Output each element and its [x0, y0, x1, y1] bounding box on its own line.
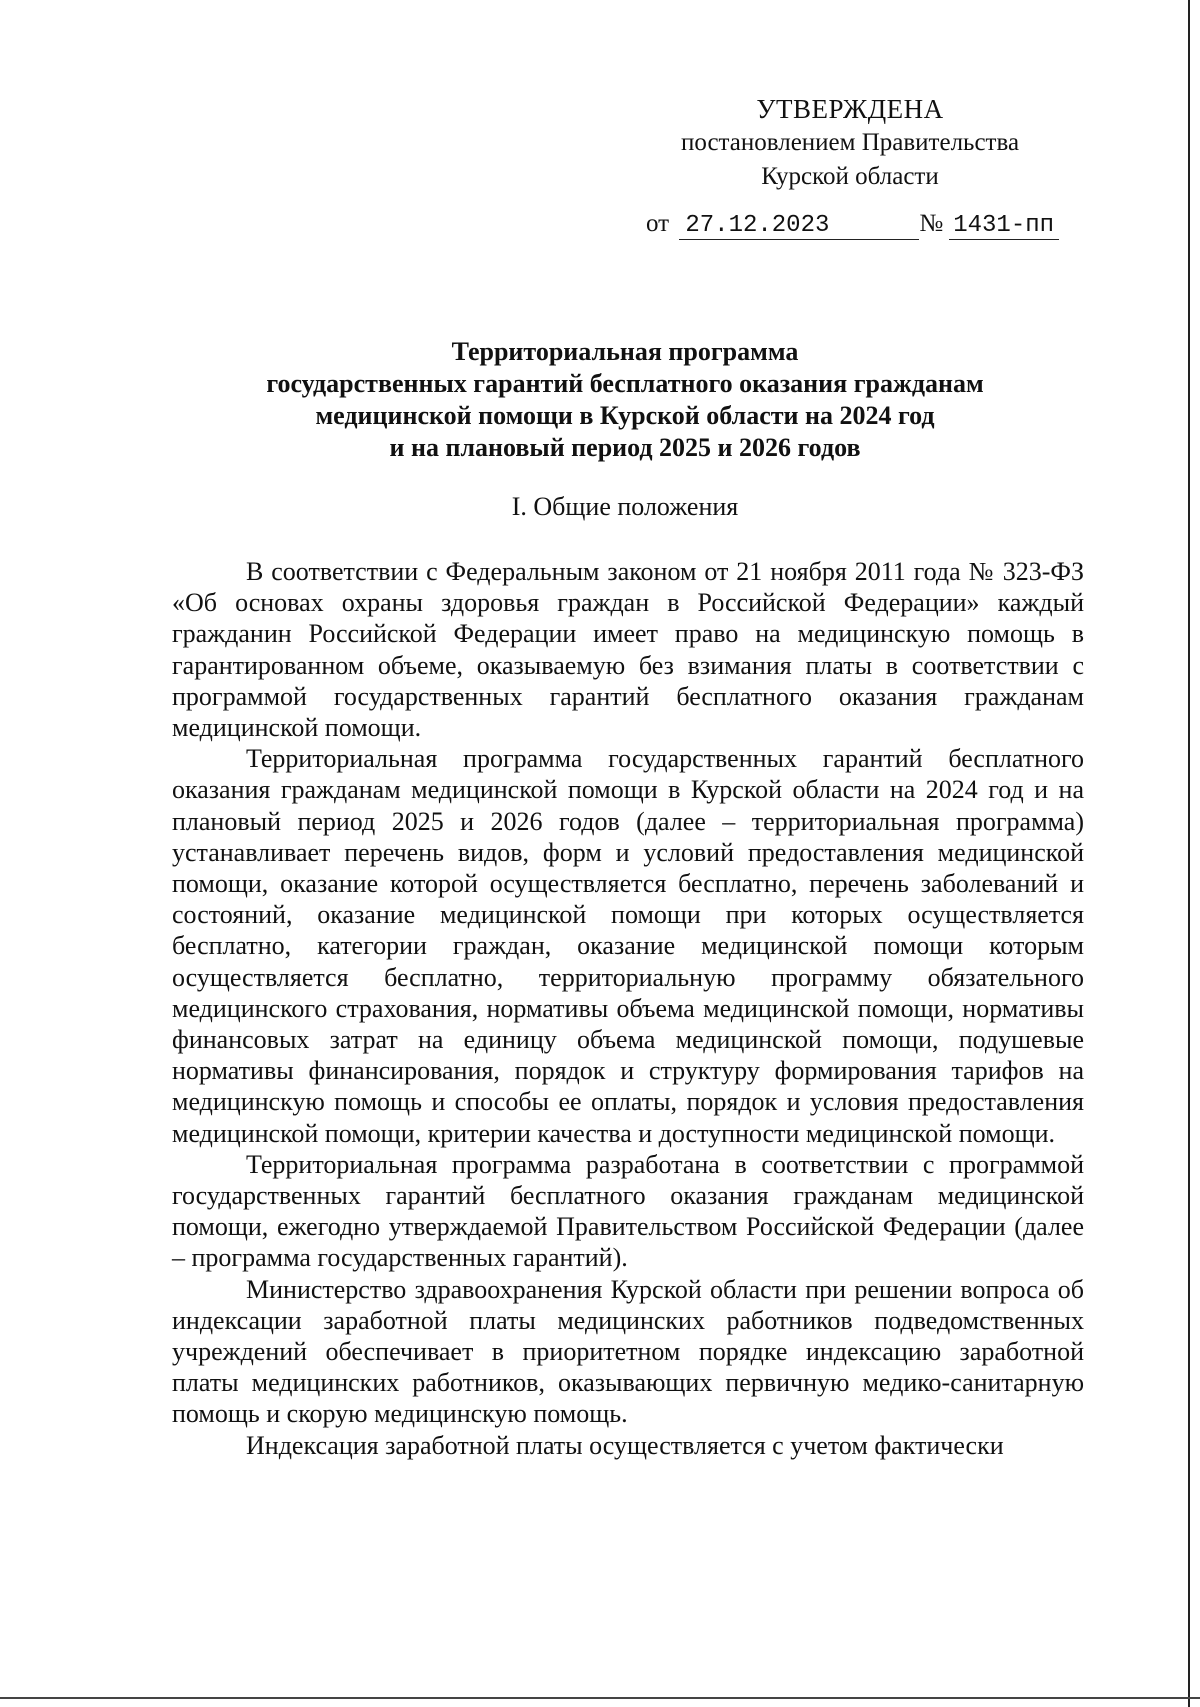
approval-line-2: Курской области — [761, 163, 939, 190]
heading-line-2: государственных гарантий бесплатного оказания гражданам — [266, 369, 984, 398]
number-prefix: № — [919, 210, 944, 237]
approval-date-number — [646, 210, 1059, 240]
paragraph: Министерство здравоохранения Курской области при решении вопроса об индексации заработной платы медицинских работников подведомственных учреждений обеспечивает в приоритетном порядке индексацию заработной платы медицинских работников, оказывающих первичную медико-санитарную помощь и скорую медицинскую помощь. — [172, 1274, 1084, 1429]
approval-number: 1431-пп — [949, 212, 1059, 240]
document-body — [172, 556, 1084, 1461]
paragraph: В соответствии с Федеральным законом от 21 ноября 2011 года № 323-ФЗ «Об основах охраны здоровья граждан в Российской Федерации» каждый гражданин Российской Федерации имеет право на медицинскую помощь в гарантированном объеме, оказываемую без взимания платы в соответствии с программой государственных гарантий бесплатного оказания гражданам медицинской помощи. — [172, 557, 1084, 743]
date-prefix: от — [646, 210, 670, 237]
heading-line-1: Территориальная программа — [451, 337, 799, 366]
paragraph: Территориальная программа государственных гарантий бесплатного оказания гражданам медицинской помощи в Курской области на 2024 год и на плановый период 2025 и 2026 годов (далее – территориальная программа) устанавливает перечень видов, форм и условий предоставления медицинской помощи, оказание которой осуществляется бесплатно, перечень заболеваний и состояний, оказание медицинской помощи при которых осуществляется бесплатно, категории граждан, оказание медицинской помощи которым осуществляется бесплатно, территориальную программу обязательного медицинского страхования, нормативы объема медицинской помощи, нормативы финансовых затрат на единицу объема медицинской помощи, подушевые нормативы финансирования, порядок и структуру формирования тарифов на медицинскую помощь и способы ее оплаты, порядок и условия предоставления медицинской помощи, критерии качества и доступности медицинской помощи. — [172, 744, 1084, 1148]
approval-date: 27.12.2023 — [679, 212, 919, 240]
scan-edge-bottom — [0, 1697, 1200, 1699]
approval-title: УТВЕРЖДЕНА — [756, 94, 944, 124]
document-heading — [170, 336, 1080, 464]
heading-line-3: медицинской помощи в Курской области на 2024 год — [315, 401, 935, 430]
approval-stamp-block — [590, 92, 1110, 194]
paragraph: Территориальная программа разработана в соответствии с программой государственных гарантий бесплатного оказания гражданам медицинской помощи, ежегодно утверждаемой Правительством Российской Федерации (далее – программа государственных гарантий). — [172, 1149, 1084, 1273]
heading-line-4: и на плановый период 2025 и 2026 годов — [389, 433, 861, 462]
scan-edge-right — [1188, 0, 1190, 1707]
approval-line-1: постановлением Правительства — [680, 129, 1020, 156]
section-title: I. Общие положения — [511, 492, 739, 521]
paragraph: Индексация заработной платы осуществляется с учетом фактически — [246, 1430, 1004, 1460]
